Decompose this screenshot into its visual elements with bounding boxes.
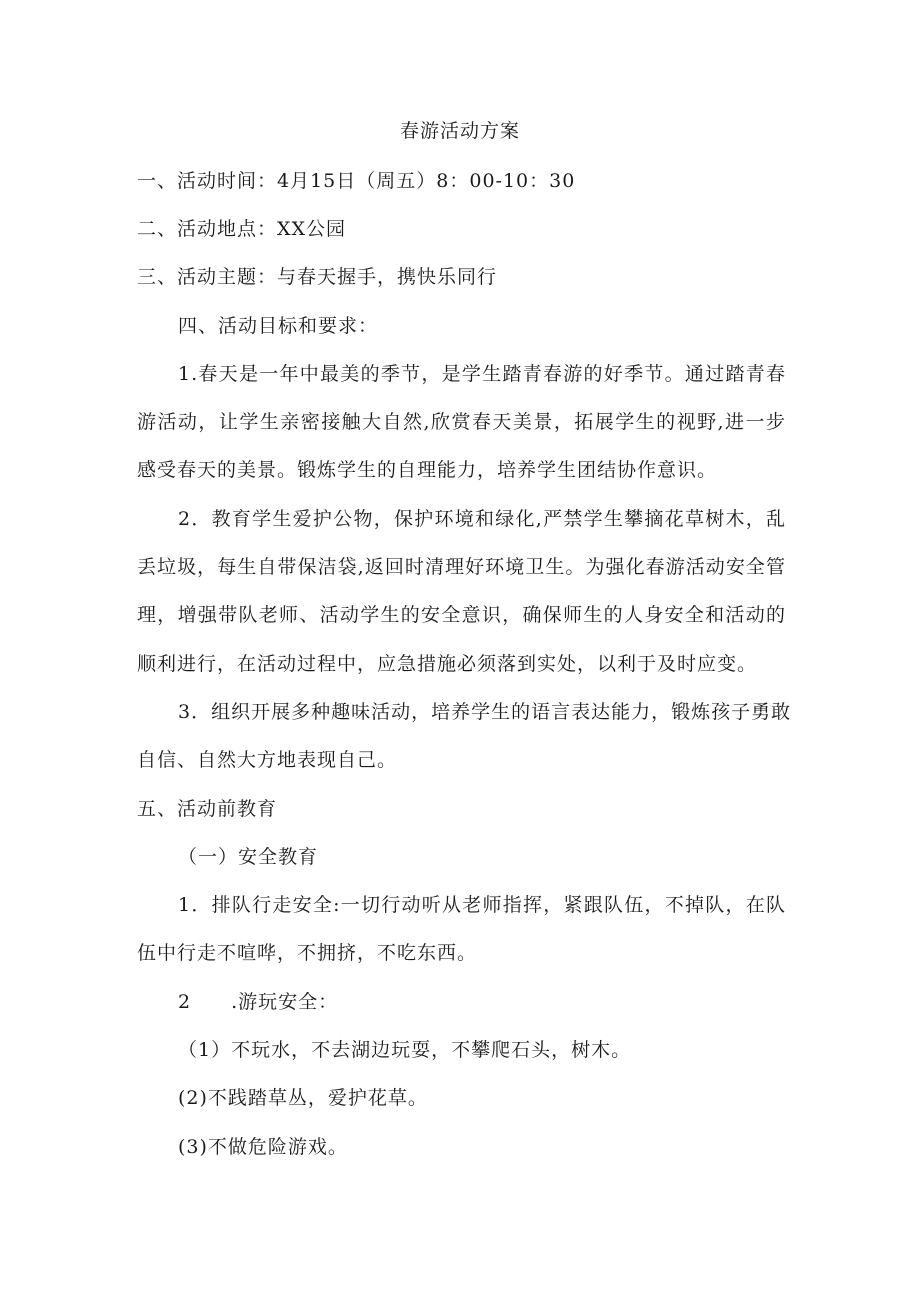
goal-1-line-2: 游活动，让学生亲密接触大自然,欣赏春天美景，拓展学生的视野,进一步 xyxy=(137,411,786,433)
safety-education-heading: （一）安全教育 xyxy=(178,846,319,868)
goal-1-line-3: 感受春天的美景。锻炼学生的自理能力，培养学生团结协作意识。 xyxy=(137,459,718,481)
safety-rule-2: (2)不践踏草丛，爱护花草。 xyxy=(178,1087,428,1109)
activity-location-line: 二、活动地点：XX公园 xyxy=(137,218,347,240)
safety-2-heading: 2 .游玩安全： xyxy=(178,991,339,1013)
goals-heading: 四、活动目标和要求： xyxy=(178,315,379,337)
safety-1-line-1: 1．排队行走安全:一切行动听从老师指挥，紧跟队伍，不掉队，在队 xyxy=(178,894,786,916)
safety-rule-1: （1）不玩水，不去湖边玩耍，不攀爬石头，树木。 xyxy=(178,1039,632,1061)
goal-2-line-2: 丢垃圾，每生自带保洁袋,返回时清理好环境卫生。为强化春游活动安全管 xyxy=(137,556,786,578)
activity-theme-line: 三、活动主题：与春天握手，携快乐同行 xyxy=(137,266,498,288)
goal-3-line-2: 自信、自然大方地表现自己。 xyxy=(137,749,398,771)
safety-1-line-2: 伍中行走不喧哗，不拥挤，不吃东西。 xyxy=(137,942,478,964)
goal-2-line-4: 顺利进行，在活动过程中，应急措施必须落到实处，以利于及时应变。 xyxy=(137,653,758,675)
goal-1-line-1: 1.春天是一年中最美的季节，是学生踏青春游的好季节。通过踏青春 xyxy=(178,363,786,385)
safety-rule-3: (3)不做危险游戏。 xyxy=(178,1136,348,1158)
document-title: 春游活动方案 xyxy=(399,120,520,142)
goal-2-line-3: 理，增强带队老师、活动学生的安全意识，确保师生的人身安全和活动的 xyxy=(137,604,786,626)
goal-3-line-1: 3．组织开展多种趣味活动，培养学生的语言表达能力，锻炼孩子勇敢 xyxy=(178,701,792,723)
activity-time-line: 一、活动时间：4月15日（周五）8：00-10：30 xyxy=(137,170,576,192)
goal-2-line-1: 2．教育学生爱护公物，保护环境和绿化,严禁学生攀摘花草树木，乱 xyxy=(178,508,786,530)
pre-activity-heading: 五、活动前教育 xyxy=(137,798,278,820)
